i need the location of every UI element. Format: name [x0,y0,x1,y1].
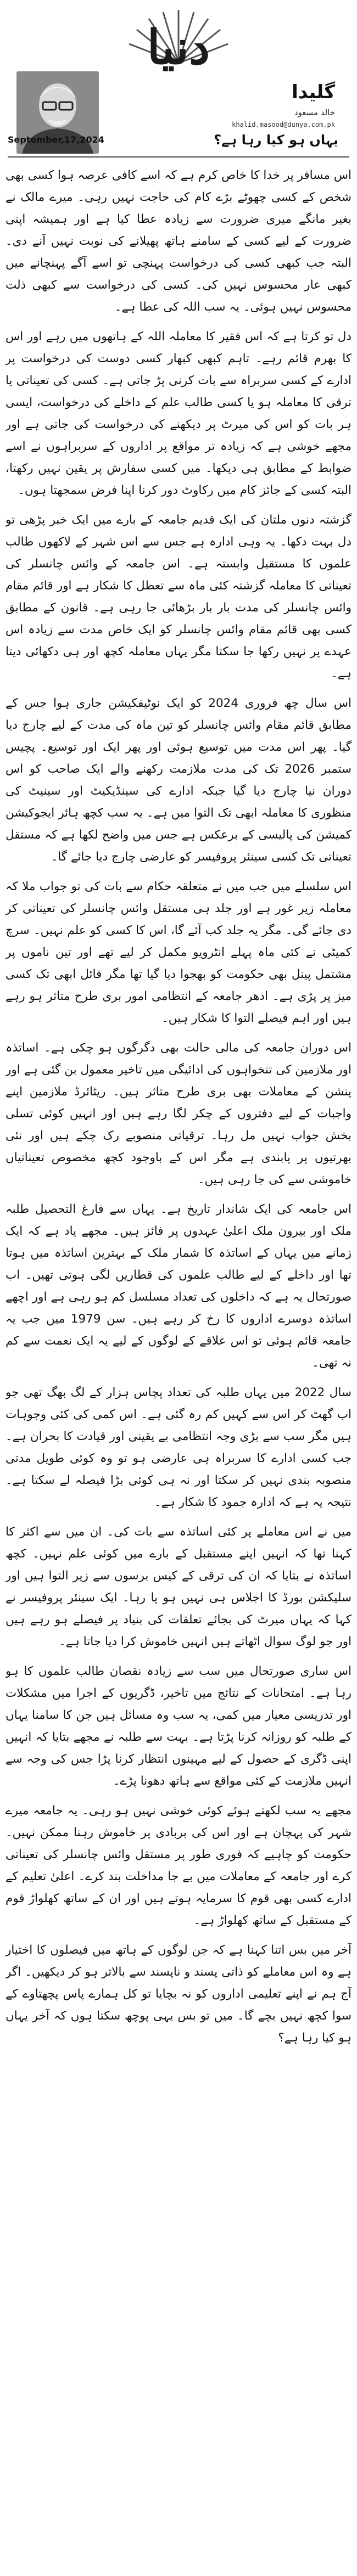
newspaper-logo [124,5,233,74]
logo-text: دنیا [147,20,210,75]
author-name: خالد مسعود [294,108,335,117]
paragraph: سال 2022 میں یہاں طلبہ کی تعداد پچاس ہزار کے لگ بھگ تھی جو اب گھٹ کر اس سے کہیں کم رہ گئی ہے۔ اس کمی کی کئی وجوہات ہیں مگر سب سے بڑی وجہ انتظامی بے یقینی اور قیادت کا بحران ہے۔ جب کسی ادارے کا سربراہ ہی عارضی ہو تو وہ کوئی طویل مدتی منصوبہ بندی نہیں کر سکتا اور نہ ہی کوئی بڑا فیصلہ لے سکتا ہے۔ نتیجہ یہ ہے کہ ادارہ جمود کا شکار ہے۔ [5,1386,352,1509]
masthead [0,0,357,165]
paragraph: اس سال چھ فروری 2024 کو ایک نوٹیفکیشن جاری ہوا جس کے مطابق قائم مقام وائس چانسلر کو تین ماہ کی مدت کے لیے چارج دیا گیا۔ پھر اس مدت میں توسیع ہوئی اور پھر ایک اور توسیع۔ پچیس ستمبر 2026 تک کی مدت ملازمت رکھنے والے ایک صاحب کو اس دوران نیا چارج دیا گیا جبکہ ادارے کی سینڈیکیٹ اور سینیٹ کی منظوری کا معاملہ ابھی تک التوا میں ہے۔ یہ سب کچھ ہائر ایجوکیشن کمیشن کی پالیسی کے برعکس ہے جس میں واضح لکھا ہے کہ مستقل تعیناتی تک کسی سینئر پروفیسر کو عارضی چارج دیا جائے گا۔ [5,696,352,864]
column-name: گلیدا [292,81,335,103]
paragraph: اس ساری صورتحال میں سب سے زیادہ نقصان طالب علموں کا ہو رہا ہے۔ امتحانات کے نتائج میں تاخیر، ڈگریوں کے اجرا میں مشکلات اور تدریسی معیار میں کمی، یہ سب وہ مسائل ہیں جن کا سامنا یہاں کے طلبہ کو روزانہ کرنا پڑتا ہے۔ بہت سے طلبہ نے مجھے بتایا کہ انہیں اپنی ڈگری کے حصول کے لیے مہینوں انتظار کرنا پڑا جس کی وجہ سے انہیں ملازمت کے کئی مواقع سے ہاتھ دھونا پڑے۔ [5,1664,352,1788]
paragraph: اس جامعہ کی ایک شاندار تاریخ ہے۔ یہاں سے فارغ التحصیل طلبہ ملک اور بیرون ملک اعلیٰ عہدوں پر فائز ہیں۔ مجھے یاد ہے کہ ایک زمانے میں یہاں کے اساتذہ کا شمار ملک کے بہترین اساتذہ میں ہوتا تھا اور داخلے کے لیے طالب علموں کی قطاریں لگی ہوتی تھیں۔ اب صورتحال یہ ہے کہ داخلوں کی تعداد مسلسل کم ہو رہی ہے اور اچھے اساتذہ دوسرے اداروں کا رخ کر رہے ہیں۔ سن 1979 میں جب یہ جامعہ قائم ہوئی تو اس علاقے کے لوگوں کے لیے یہ ایک نعمت سے کم نہ تھی۔ [5,1202,352,1370]
paragraph: اس مسافر پر خدا کا خاص کرم ہے کہ اسے کافی عرصہ ہوا کسی بھی شخص کے کسی چھوٹے بڑے کام کی حاجت نہیں رہی۔ میرے مالک نے بغیر مانگے میری ضرورت سے زیادہ عطا کیا ہے اور ہمیشہ اپنی ضرورت کے لیے کسی کے سامنے ہاتھ پھیلانے کی نوبت نہیں آنے دی۔ البتہ جب کبھی کسی کی درخواست پہنچی تو اسے آگے پہنچانے میں کبھی عار محسوس نہیں کی۔ کسی کی درخواست سے کبھی ذلت محسوس نہیں ہوئی۔ یہ سب اللہ کی عطا ہے۔ [5,168,352,314]
article-body [5,165,352,2568]
paragraph: میں نے اس معاملے پر کئی اساتذہ سے بات کی۔ ان میں سے اکثر کا کہنا تھا کہ انہیں اپنے مستقبل کے بارے میں کوئی علم نہیں۔ کچھ اساتذہ نے بتایا کہ ان کی ترقی کے کیس برسوں سے زیر التوا ہیں اور سلیکشن بورڈ کا اجلاس ہی نہیں ہو پا رہا۔ ایک سینئر پروفیسر نے کہا کہ یہاں میرٹ کی بجائے تعلقات کی بنیاد پر فیصلے ہو رہے ہیں اور جو لوگ سوال اٹھاتے ہیں انہیں خاموش کرا دیا جاتا ہے۔ [5,1525,352,1649]
title-bar [8,129,349,154]
publish-date: September,17,2024 [8,134,104,145]
paragraph: اس دوران جامعہ کی مالی حالت بھی دگرگوں ہو چکی ہے۔ اساتذہ اور ملازمین کی تنخواہوں کی ادائیگی میں تاخیر معمول بن گئی ہے اور پنشن کے معاملات بھی بری طرح متاثر ہیں۔ ریٹائرڈ ملازمین اپنے واجبات کے لیے دفتروں کے چکر لگا رہے ہیں اور انہیں کوئی تسلی بخش جواب نہیں مل رہا۔ ترقیاتی منصوبے رک چکے ہیں اور نئی بھرتیوں پر پابندی ہے مگر اس کے باوجود کچھ مخصوص تعیناتیاں خاموشی سے کی جا رہی ہیں۔ [5,1041,352,1186]
author-email[interactable]: khalid.masood@dunya.com.pk [232,121,335,128]
paragraph: گزشتہ دنوں ملتان کی ایک قدیم جامعہ کے بارے میں ایک خبر پڑھی تو دل بہت دکھا۔ یہ وہی ادارہ ہے جس سے اس شہر کے لاکھوں طالب علموں کا مستقبل وابستہ ہے۔ اس جامعہ کے وائس چانسلر کی تعیناتی کا معاملہ گزشتہ کئی ماہ سے تعطل کا شکار ہے اور قائم مقام وائس چانسلر کی مدت بار بار بڑھائی جا رہی ہے۔ قانون کے مطابق کسی بھی قائم مقام وائس چانسلر کو ایک خاص مدت سے زیادہ اس عہدے پر نہیں رکھا جا سکتا مگر یہاں معاملہ کچھ اور ہی دکھائی دیتا ہے۔ [5,513,352,680]
paragraph: اس سلسلے میں جب میں نے متعلقہ حکام سے بات کی تو جواب ملا کہ معاملہ زیر غور ہے اور جلد ہی مستقل وائس چانسلر کی تعیناتی کر دی جائے گی۔ مگر یہ جلد کب آئے گا، اس کا کسی کو علم نہیں۔ سرچ کمیٹی نے کئی ماہ پہلے انٹرویو مکمل کر لیے تھے اور تین ناموں پر مشتمل پینل بھی حکومت کو بھجوا دیا گیا تھا مگر فائل ابھی تک کسی میز پر پڑی ہے۔ ادھر جامعہ کے انتظامی امور بری طرح متاثر ہو رہے ہیں اور اہم فیصلے التوا کا شکار ہیں۔ [5,880,352,1025]
paragraph: دل تو کرتا ہے کہ اس فقیر کا معاملہ اللہ کے ہاتھوں میں رہے اور اس کا بھرم قائم رہے۔ تاہم کبھی کبھار کسی دوست کی درخواست پر ادارے کے کسی سربراہ سے بات کرنی پڑ جاتی ہے۔ کسی کی تعیناتی یا ترقی کا معاملہ ہو یا کسی طالب علم کے داخلے کی درخواست، ایسی ہر بات کو اس کی میرٹ پر دیکھنے کی درخواست کی جاتی ہے اور مجھے خوشی ہے کہ زیادہ تر مواقع پر اداروں کے سربراہوں نے اسے ضوابط کے مطابق ہی دیکھا۔ میں کسی سفارش پر یقین نہیں رکھتا، البتہ کسی کے جائز کام میں رکاوٹ دور کرنا اپنا فرض سمجھتا ہوں۔ [5,330,352,497]
paragraph: مجھے یہ سب لکھتے ہوئے کوئی خوشی نہیں ہو رہی۔ یہ جامعہ میرے شہر کی پہچان ہے اور اس کی بربادی پر خاموش رہنا ممکن نہیں۔ حکومت کو چاہیے کہ فوری طور پر مستقل وائس چانسلر کی تعیناتی کرے اور جامعہ کے معاملات میں بے جا مداخلت بند کرے۔ اعلیٰ تعلیم کے ادارے کسی بھی قوم کا سرمایہ ہوتے ہیں اور ان کے ساتھ کھلواڑ قوم کے مستقبل کے ساتھ کھلواڑ ہے۔ [5,1804,352,1927]
divider [8,156,349,158]
paragraph: آخر میں بس اتنا کہنا ہے کہ جن لوگوں کے ہاتھ میں فیصلوں کا اختیار ہے وہ اس معاملے کو ذاتی پسند و ناپسند سے بالاتر ہو کر دیکھیں۔ اگر آج ہم نے اپنے تعلیمی اداروں کو نہ بچایا تو کل ہمارے پاس پچھتاوے کے سوا کچھ نہیں بچے گا۔ میں تو بس یہی پوچھ سکتا ہوں کہ آخر یہاں ہو کیا رہا ہے؟ [5,1943,352,2045]
article-headline: یہاں ہو کیا رہا ہے؟ [214,132,338,148]
